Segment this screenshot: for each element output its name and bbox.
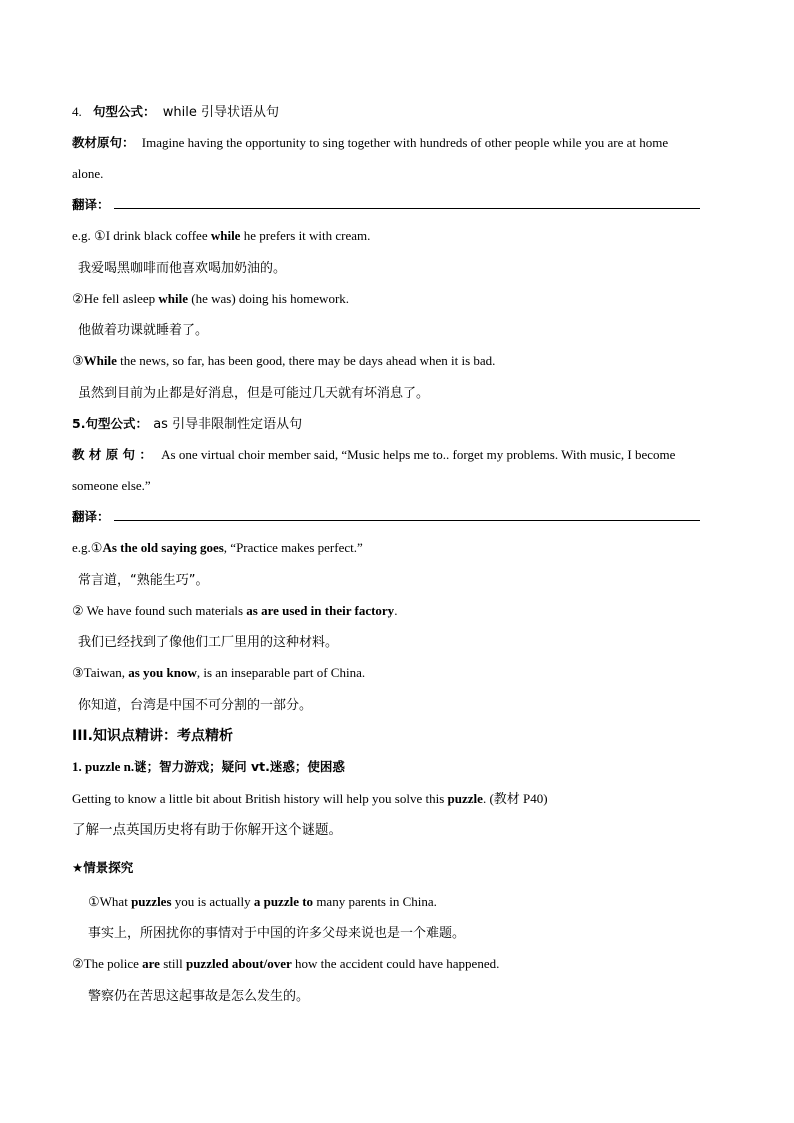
s4-heading-text: while 引导状语从句	[162, 105, 279, 120]
s4-source-line	[0, 133, 794, 153]
s4-example-1-zh: 我爱喝黑咖啡而他喜欢喝加奶油的。	[78, 261, 287, 276]
s4-source-cont	[0, 164, 794, 184]
s4-source-label: 教材原句：	[72, 135, 135, 150]
s5-example-1: e.g.①As the old saying goes, “Practice makes perfect.”	[72, 540, 363, 555]
s3-example-1: ①What puzzles you is actually a puzzle to many parents in China.	[88, 894, 437, 909]
s5-source-text: As one virtual choir member said, “Music helps me to.. forget my problems. With music, I become	[161, 447, 676, 462]
s5-translation-label: 翻译：	[72, 509, 110, 524]
s4-translation-blank	[114, 195, 700, 209]
s3-item-heading: 1. puzzle n.谜；智力游戏；疑问 vt.迷惑；使困惑	[72, 759, 345, 774]
s3-scene-label: ★情景探究	[72, 860, 134, 875]
circled-number-2: ②	[72, 956, 84, 971]
s4-heading	[0, 102, 794, 122]
s5-example-2: ② We have found such materials as are used in their factory.	[72, 603, 398, 618]
circled-number-1: ①	[94, 228, 106, 243]
s4-translation	[0, 195, 794, 215]
s4-example-3: ③While the news, so far, has been good, there may be days ahead when it is bad.	[72, 353, 496, 368]
s4-heading-label: 句型公式：	[93, 104, 156, 119]
s5-heading-text: as 引导非限制性定语从句	[153, 417, 303, 432]
s5-heading-label: 5.句型公式：	[72, 416, 148, 431]
s5-example-1-zh: 常言道，“熟能生巧”。	[78, 573, 209, 588]
s5-heading	[0, 414, 794, 434]
s4-example-3-zh: 虽然到目前为止都是好消息，但是可能过几天就有坏消息了。	[78, 386, 430, 401]
circled-number-3: ③	[72, 665, 84, 680]
s5-source-cont-text: someone else.”	[72, 478, 151, 493]
circled-number-1: ①	[90, 540, 103, 555]
s4-source-text: Imagine having the opportunity to sing together with hundreds of other people while you are at home	[141, 135, 669, 150]
circled-number-2: ②	[72, 603, 84, 618]
s5-source-line	[0, 445, 794, 465]
s4-example-1: e.g. ①I drink black coffee while he prefers it with cream.	[72, 228, 371, 243]
s5-example-3-zh: 你知道，台湾是中国不可分割的一部分。	[78, 698, 313, 713]
s4-translation-label: 翻译：	[72, 197, 110, 212]
circled-number-1: ①	[88, 894, 100, 909]
s4-source-cont-text: alone.	[72, 166, 104, 181]
s5-source-cont	[0, 476, 794, 496]
s4-example-2: ②He fell asleep while (he was) doing his homework.	[72, 291, 350, 306]
s5-example-3: ③Taiwan, as you know, is an inseparable part of China.	[72, 665, 366, 680]
s5-translation	[0, 507, 794, 527]
s3-example-1-zh: 事实上，所困扰你的事情对于中国的许多父母来说也是一个难题。	[88, 926, 466, 941]
s4-heading-num: 4.	[72, 104, 82, 119]
s3-source-zh: 了解一点英国历史将有助于你解开这个谜题。	[72, 822, 342, 838]
circled-number-3: ③	[72, 353, 84, 368]
s3-example-2: ②The police are still puzzled about/over how the accident could have happened.	[72, 956, 500, 971]
s3-source-line: Getting to know a little bit about British history will help you solve this puzzle. (教材 P40)	[72, 791, 548, 806]
s5-example-2-zh: 我们已经找到了像他们工厂里用的这种材料。	[78, 635, 339, 650]
circled-number-2: ②	[72, 291, 84, 306]
s3-heading: III.知识点精讲：考点精析	[72, 728, 233, 744]
s3-example-2-zh: 警察仍在苦思这起事故是怎么发生的。	[88, 989, 310, 1004]
s5-source-label: 教 材 原 句 ：	[72, 447, 152, 462]
s4-example-2-zh: 他做着功课就睡着了。	[78, 323, 209, 338]
s5-translation-blank	[114, 507, 700, 521]
